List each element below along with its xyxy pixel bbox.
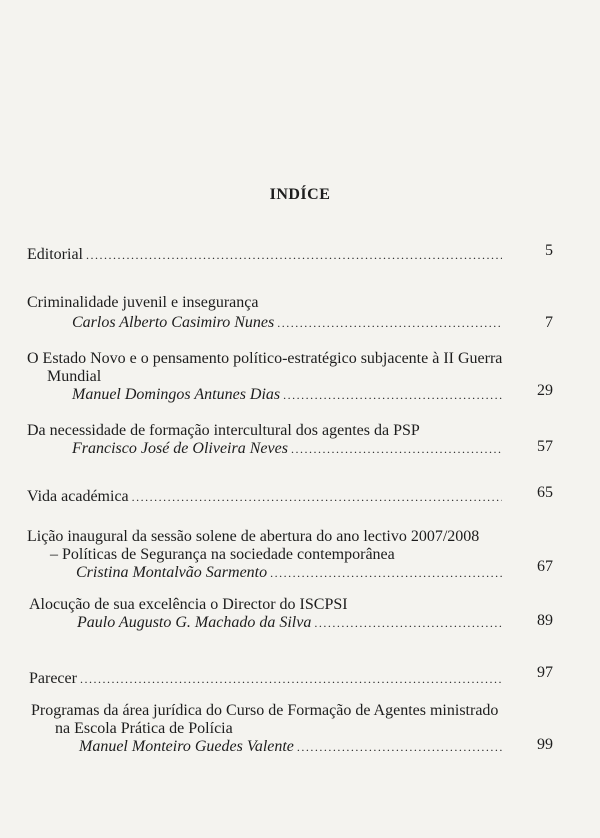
page-number: 29 [537, 382, 553, 399]
entry-title: Alocução de sua excelência o Director do ISCPSI [29, 596, 348, 613]
toc-entry [0, 350, 600, 403]
entry-author: Manuel Monteiro Guedes Valente [79, 738, 294, 755]
toc-entry [0, 596, 600, 631]
toc-entry [0, 702, 600, 755]
dot-leader [283, 386, 502, 404]
dot-leader [297, 738, 502, 756]
entry-author: Carlos Alberto Casimiro Nunes [72, 314, 275, 331]
toc-entry [0, 422, 600, 457]
toc-entry [0, 294, 600, 331]
entry-title: Da necessidade de formação intercultural dos agentes da PSP [27, 422, 420, 439]
page-number: 5 [545, 242, 553, 259]
page-number: 65 [537, 484, 553, 501]
dot-leader [314, 614, 502, 632]
dot-leader [86, 246, 502, 264]
entry-author: Cristina Montalvão Sarmento [76, 564, 268, 581]
entry-title-line: Programas da área jurídica do Curso de Formação de Agentes ministrado [31, 702, 499, 719]
section-title: Vida académica [27, 488, 129, 505]
section-title: Editorial [27, 246, 83, 263]
dot-leader [270, 564, 502, 582]
entry-title-line: Lição inaugural da sessão solene de abertura do ano lectivo 2007/2008 [27, 528, 480, 545]
page-number: 57 [537, 438, 553, 455]
page-number: 67 [537, 558, 553, 575]
page-number: 7 [545, 314, 553, 331]
entry-title-line: Mundial [47, 368, 102, 385]
entry-author: Manuel Domingos Antunes Dias [72, 386, 281, 403]
page-number: 97 [537, 664, 553, 681]
dot-leader [132, 488, 502, 506]
entry-author: Paulo Augusto G. Machado da Silva [77, 614, 312, 631]
entry-title: Criminalidade juvenil e insegurança [27, 294, 259, 311]
entry-author: Francisco José de Oliveira Neves [72, 440, 288, 457]
dot-leader [291, 440, 502, 458]
page-number: 89 [537, 612, 553, 629]
entry-title-line: O Estado Novo e o pensamento político-estratégico subjacente à II Guerra [27, 350, 503, 367]
toc-entry [0, 528, 600, 581]
entry-title-line: – Políticas de Segurança na sociedade contemporânea [50, 546, 395, 563]
section-title: Parecer [29, 670, 77, 687]
entry-title-line: na Escola Prática de Polícia [55, 720, 233, 737]
dot-leader [277, 314, 502, 332]
page-title: INDÍCE [269, 186, 331, 203]
page-number: 99 [537, 736, 553, 753]
dot-leader [80, 670, 502, 688]
